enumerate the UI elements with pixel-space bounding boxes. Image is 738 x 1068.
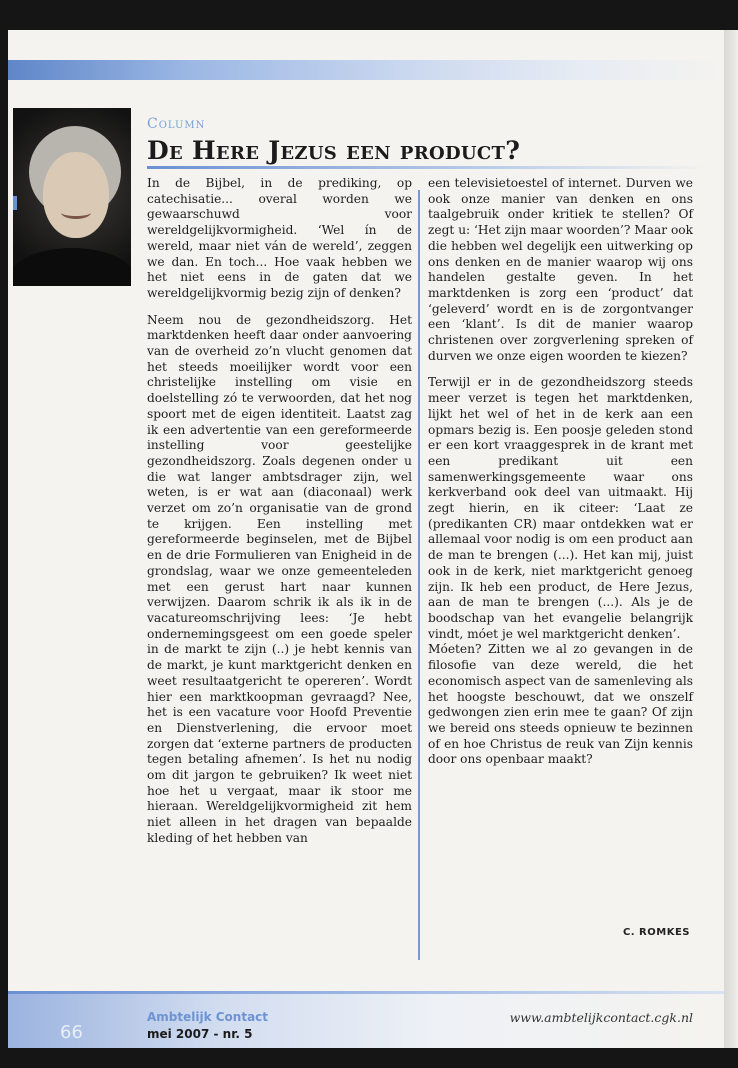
magazine-page — [8, 30, 724, 1048]
author-photo — [13, 108, 131, 286]
article-column-2 — [428, 176, 693, 779]
author-signature: C. ROMKES — [622, 927, 690, 938]
issue-info: mei 2007 - nr. 5 — [147, 1027, 253, 1041]
page-number: 66 — [60, 1022, 83, 1043]
page-edge — [724, 30, 738, 1048]
column-divider — [418, 190, 420, 960]
top-color-band — [8, 60, 724, 80]
website-url[interactable]: www.ambtelijkcontact.cgk.nl — [509, 1010, 693, 1025]
paragraph: Móeten? Zitten we al zo gevangen in de filosofie van deze wereld, die het economisch aspect van de samenleving als het hoogste beschouwt, dat we onszelf gedwongen zien erin mee te gaan? Of zijn we bereid ons steeds opnieuw te bezinnen of en hoe Christus de reuk van Zijn kennis door ons openbaar maakt? — [428, 642, 693, 767]
article-title: De Here Jezus een product? — [147, 136, 521, 165]
section-kicker: Column — [147, 116, 206, 132]
paragraph: In de Bijbel, in de prediking, op catechisatie... overal worden we gewaarschuwd voor wereldgelijkvormigheid. ‘Wel ín de wereld, maar niet ván de wereld’, zeggen we dan. En toch... Hoe vaak hebben we het niet eens in de gaten dat we wereldgelijkvormig bezig zijn of denken? — [147, 176, 412, 300]
article-column-1 — [147, 176, 412, 858]
paragraph: een televisietoestel of internet. Durven we ook onze manier van denken en ons taalgebruik onder kritiek te stellen? Of zegt u: ‘Het zijn maar woorden’? Maar ook die hebben wel degelijk een uitwerking op ons denken en de manier waarop wij ons handelen gestalte geven. In het marktdenken is zorg een ‘product’ dat ‘geleverd’ wordt en is de zorgontvanger een ‘klant’. Is dit de manier waarop christenen over zorgverlening spreken of durven we onze eigen woorden te kiezen? — [428, 176, 693, 363]
paragraph: Neem nou de gezondheidszorg. Het marktdenken heeft daar onder aanvoering van de overheid zo’n vlucht genomen dat het steeds moeilijker wordt voor een christelijke instelling om visie en doelstelling zó te verwoorden, dat het nog spoort met de eigen identiteit. Laatst zag ik een advertentie van een gereformeerde instelling voor geestelijke gezondheidszorg. Zoals degenen onder u die wat langer ambtsdrager zijn, wel weten, is er wat aan (diaconaal) werk verzet om zo’n organisatie van de grond te krijgen. Een instelling met gereformeerde beginselen, met de Bijbel en de drie Formulieren van Enigheid in de grondslag, waar we onze gemeenteleden met een gerust hart naar kunnen verwijzen. Daarom schrik ik als ik in de vacatureomschrijving lees: ‘Je hebt ondernemingsgeest om een goede speler in de markt te zijn (..) je hebt kennis van de markt, je kunt marktgericht denken en weet resultaatgericht te opereren’. Wordt hier een marktkoopman gevraagd? Nee, het is een vacature voor Hoofd Preventie en Dienstverlening, die ervoor moet zorgen dat ‘externe partners de producten tegen betaling afnemen’. Is het nu nodig om dit jargon te gebruiken? Ik weet niet hoe het u vergaat, maar ik stoor me hieraan. Wereldgelijkvormigheid zit hem niet alleen in het dragen van bepaalde kleding of het hebben van — [147, 312, 412, 845]
magazine-name: Ambtelijk Contact — [147, 1010, 269, 1024]
paragraph: Terwijl er in de gezondheidszorg steeds meer verzet is tegen het marktdenken, lijkt het wel of het in de kerk aan een opmars bezig is. Een poosje geleden stond er een kort vraaggesprek in de krant met een predikant uit een samenwerkingsgemeente waar ons kerkverband ook deel van uitmaakt. Hij zegt hierin, en ik citeer: ‘Laat ze (predikanten CR) maar ontdekken wat er allemaal voor nodig is om een product aan de man te brengen (...). Het kan mij, juist ook in de kerk, niet marktgericht genoeg zijn. Ik heb een product, de Here Jezus, aan de man te brengen (...). Als je de boodschap van het evangelie belangrijk vindt, móet je wel marktgericht denken’. — [428, 375, 693, 641]
title-rule — [147, 166, 707, 169]
